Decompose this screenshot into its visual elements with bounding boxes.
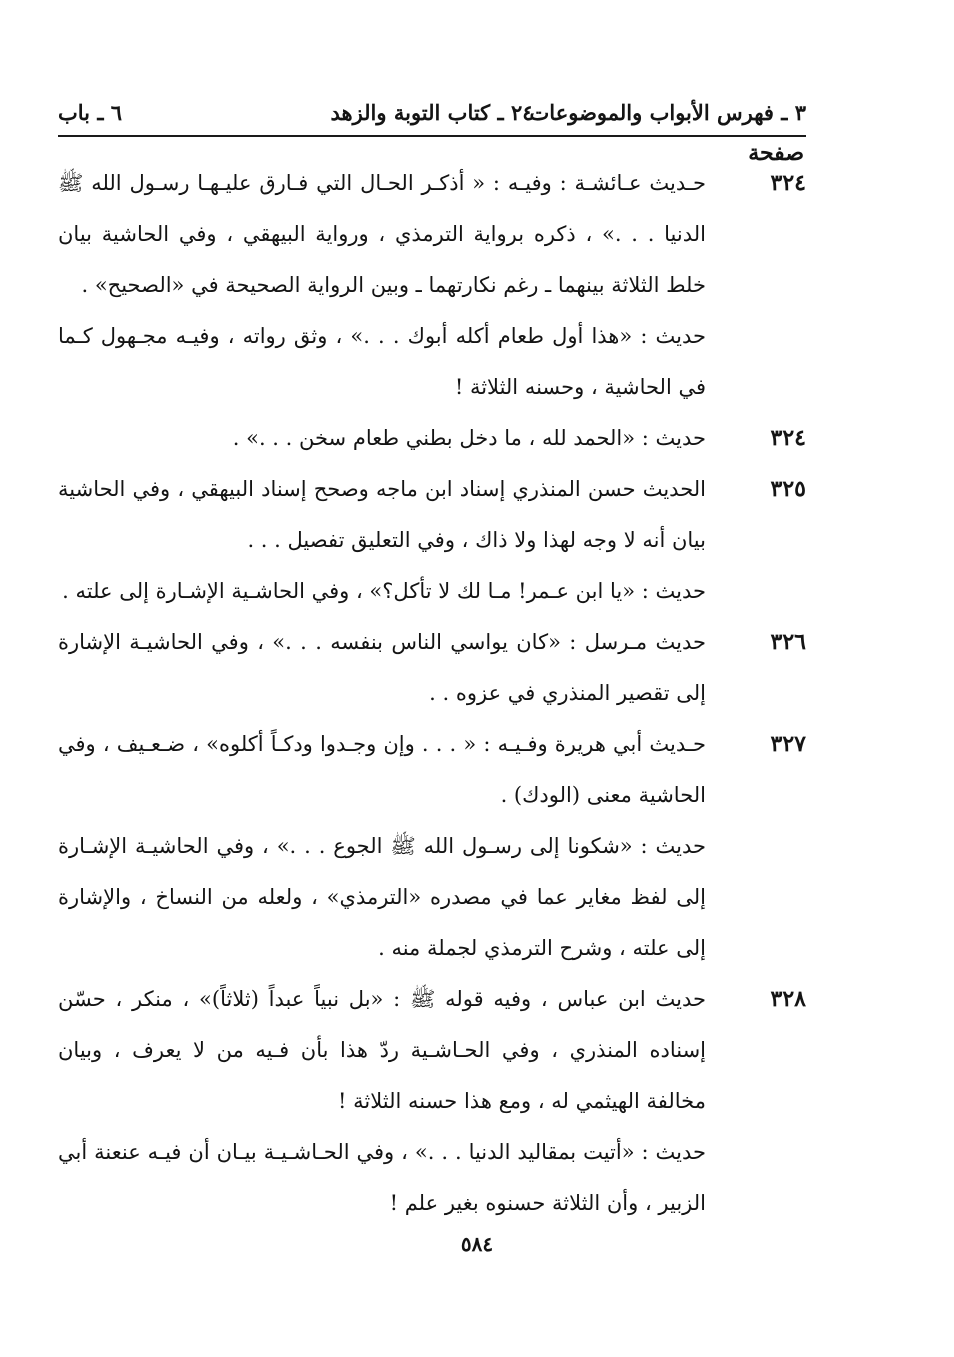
- entry-page-number: ٣٢٧: [770, 731, 806, 757]
- entry-text: حديث : «يا ابن عـمر! مـا لك لا تأكل؟» ، وفي الحاشـية الإشـارة إلى علته .: [62, 579, 706, 603]
- index-entry: [58, 158, 806, 311]
- index-entry: [58, 1127, 806, 1229]
- entry-text: حديث مـرسل : «كان يواسي الناس بنفسه . . .» ، وفي الحاشيـة الإشارة إلى تقصير المنذري في عزوه . .: [58, 630, 706, 705]
- entry-page-number: ٣٢٤: [770, 425, 806, 451]
- entry-text: الحديث حسن المنذري إسناد ابن ماجه وصحح إسناد البيهقي ، وفي الحاشية بيان أنه لا وجه لهذا ولا ذاك ، وفي التعليق تفصيل . . .: [58, 477, 706, 552]
- entry-page-number: ٣٢٦: [770, 629, 806, 655]
- index-entry: [58, 566, 806, 617]
- entry-text: حـديث عـائشـة : وفيـه : « أذكـر الحـال التي فـارق عليـهـا رسـول الله ﷺ الدنيا . . .» ، ذكره برواية الترمذي ، ورواية البيهقي ، وفي الحاشية بيان خلط الثلاثة بينهما ـ رغم نكارتهما ـ وبين الرواية الصحيحة في «الصحيح» .: [58, 171, 706, 297]
- entry-text: حـديث أبي هريرة وفـيـه : « . . . وإن وجـدوا ودكـاً أكلوه» ، ضـعـيف ، وفي الحاشية معنى (الودك) .: [58, 732, 706, 807]
- header-chapter-title: ٦ ـ باب: [58, 100, 123, 125]
- entry-text: حديث : «الحمد لله ، ما دخل بطني طعام سخن . . .» .: [232, 426, 706, 450]
- entry-text: حديث : «هذا أول طعام أكله أبوك . . .» ، وثق رواته ، وفيـه مجـهول كـما في الحاشية ، وحسنه الثلاثة !: [58, 324, 706, 399]
- index-entry: [58, 464, 806, 566]
- running-header: [58, 100, 806, 134]
- index-entry: [58, 974, 806, 1127]
- index-entry: [58, 719, 806, 821]
- header-index-title: ٣ ـ فهرس الأبواب والموضوعات: [529, 100, 806, 125]
- entry-text: حديث : «أتيت بمقاليد الدنيا . . .» ، وفي الحـاشـيـة بيـان أن فيـه عنعنة أبي الزبير ، وأن الثلاثة حسنوه بغير علم !: [58, 1140, 706, 1215]
- index-entry: [58, 311, 806, 413]
- header-book-title: ٢٤ ـ كتاب التوبة والزهد: [330, 100, 534, 125]
- page-number: ٥٨٤: [460, 1232, 494, 1256]
- index-entries: [58, 158, 806, 1229]
- index-entry: [58, 413, 806, 464]
- entry-page-number: ٣٢٤: [770, 170, 806, 196]
- entry-page-number: ٣٢٨: [770, 986, 806, 1012]
- entry-text: حديث ابن عباس ، وفيه قوله ﷺ : «بل نبياً عبداً (ثلاثاً)» ، منكر ، حسّن إسناده المنذري ، وفي الحـاشـية ردّ هذا بأن فـيه من لا يعرف ، وبيان مخالفة الهيثمي له ، ومع هذا حسنه الثلاثة !: [58, 987, 706, 1113]
- entry-page-number: ٣٢٥: [770, 476, 806, 502]
- index-entry: [58, 617, 806, 719]
- header-rule: [58, 135, 806, 137]
- page-column-label: صفحة: [748, 140, 804, 166]
- entry-text: حديث : «شكونا إلى رسـول الله ﷺ الجوع . . .» ، وفي الحاشيـة الإشـارة إلى لفظ مغاير عما في مصدره «الترمذي» ، ولعله من النساخ ، والإشارة إلى علته ، وشرح الترمذي لجملة منه .: [58, 834, 706, 960]
- index-entry: [58, 821, 806, 974]
